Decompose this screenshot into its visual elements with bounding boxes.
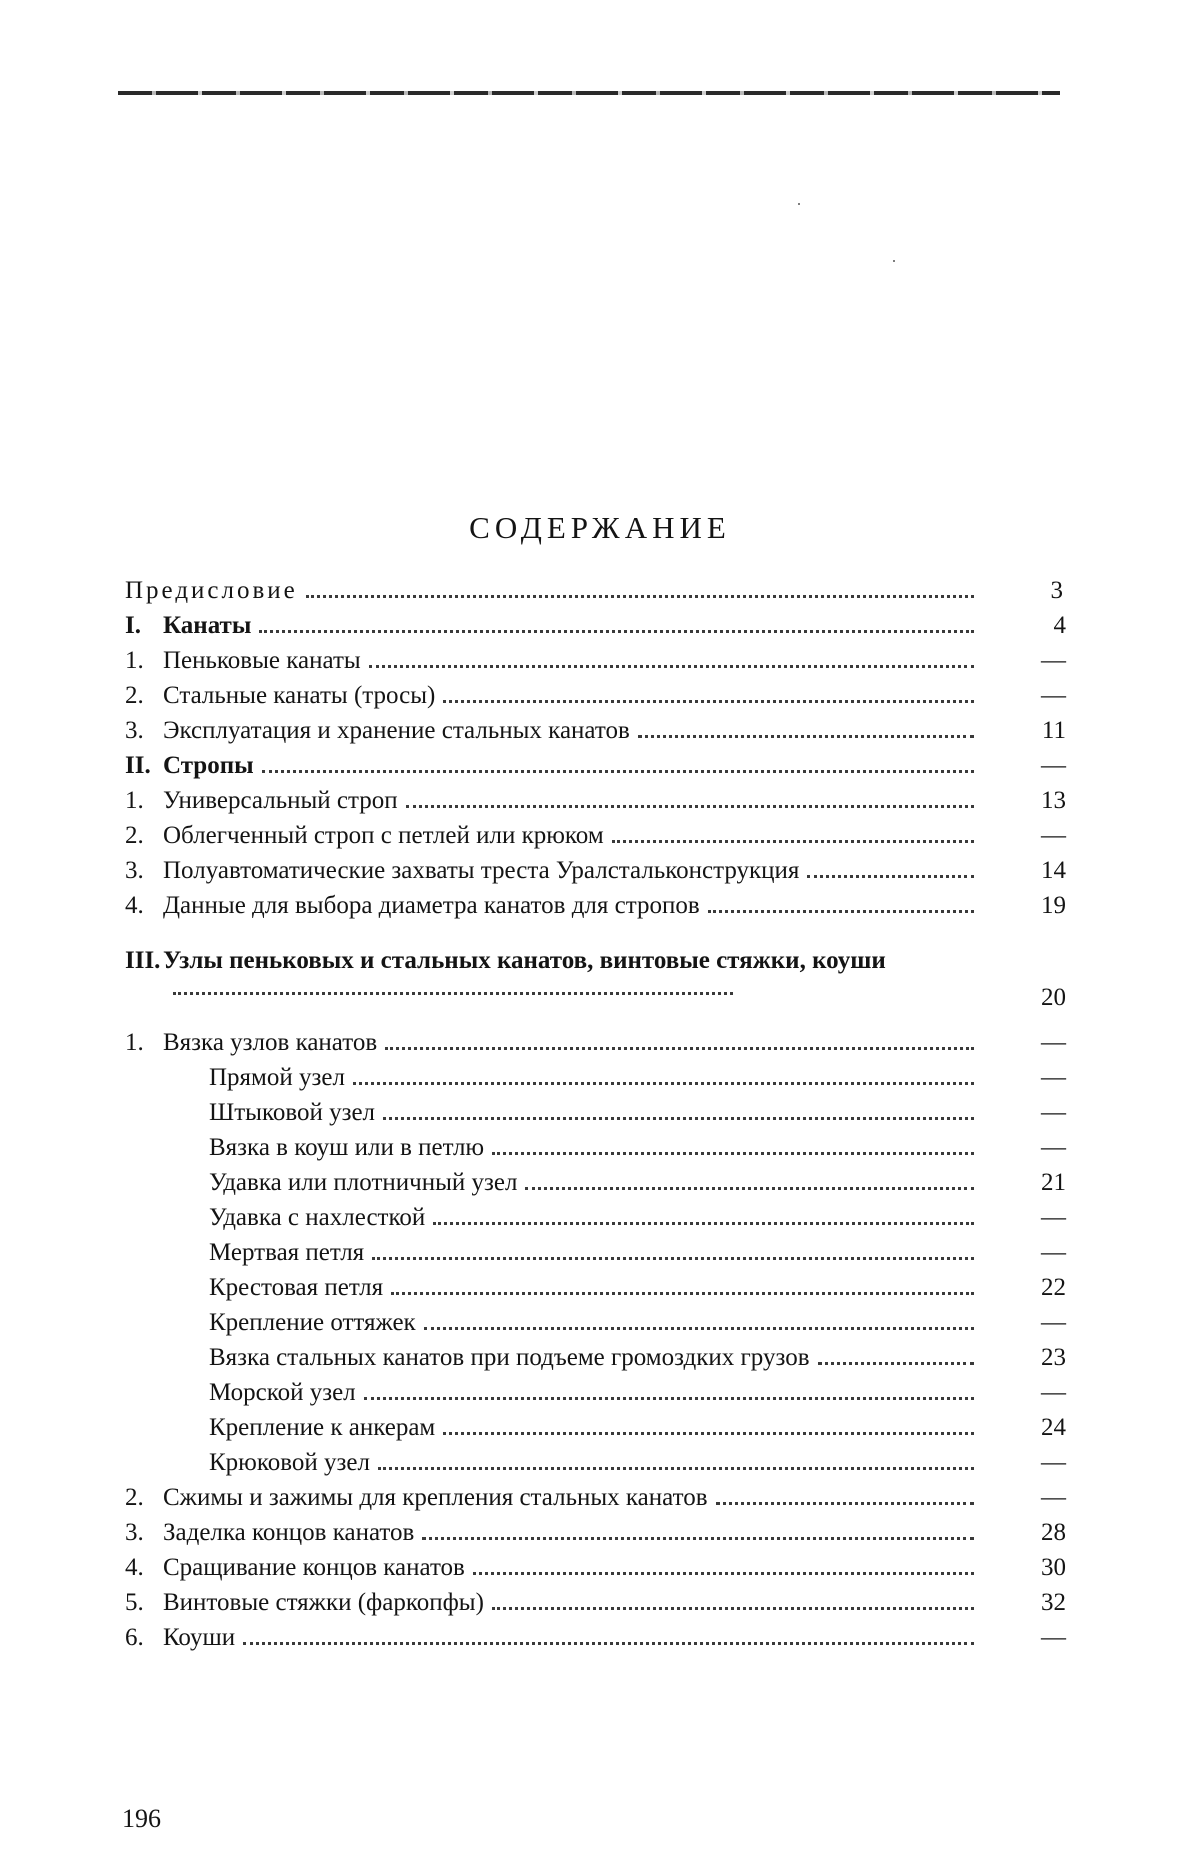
toc-entry-label: Винтовые стяжки (фаркопфы) (163, 1589, 484, 1616)
dot-leader (708, 910, 974, 913)
toc-page-number: — (1041, 1379, 1066, 1406)
toc-entry-label: Коуши (163, 1624, 236, 1651)
toc-part-entry (125, 944, 1070, 1014)
toc-entry (125, 852, 1070, 887)
toc-entry-label: Канаты (163, 612, 252, 639)
dot-leader (259, 630, 974, 633)
toc-page-number: 23 (1041, 1344, 1066, 1371)
toc-entry (125, 642, 1070, 677)
toc-page-number: — (1041, 1134, 1066, 1161)
toc-page-number: — (1041, 822, 1066, 849)
toc-subentry (125, 1129, 1070, 1164)
toc-entry-label: Крепление оттяжек (209, 1309, 416, 1336)
dot-leader (716, 1502, 975, 1505)
toc-page-number: 20 (1041, 984, 1066, 1011)
toc-entry (125, 782, 1070, 817)
toc-entry-label: Прямой узел (209, 1064, 345, 1091)
toc-entry-label: Мертвая петля (209, 1239, 365, 1266)
toc-page-number: 3 (1050, 577, 1066, 604)
toc-page-number: 32 (1041, 1589, 1066, 1616)
dot-leader (612, 840, 974, 843)
toc-entry (125, 712, 1070, 747)
toc-subentry (125, 1409, 1070, 1444)
dot-leader (383, 1117, 974, 1120)
top-rule (118, 91, 1060, 95)
dot-leader (525, 1187, 974, 1190)
toc-entry-number: 3. (125, 1519, 144, 1546)
toc-entry-number: 4. (125, 1554, 144, 1581)
toc-entry-label: Сжимы и зажимы для крепления стальных канатов (163, 1484, 708, 1511)
toc-entry-label: Штыковой узел (209, 1099, 376, 1126)
toc-page-number: 4 (1053, 612, 1066, 639)
toc-entry (125, 887, 1070, 922)
dot-leader (173, 992, 733, 995)
dot-leader (378, 1467, 974, 1470)
dot-leader (364, 1397, 974, 1400)
toc-page-number: 21 (1041, 1169, 1066, 1196)
toc-part-entry (125, 747, 1070, 782)
dot-leader (306, 595, 974, 598)
dot-leader (243, 1642, 974, 1645)
toc-entry-label: Эксплуатация и хранение стальных канатов (163, 717, 630, 744)
toc-subentry (125, 1374, 1070, 1409)
toc-page-number: — (1041, 1309, 1066, 1336)
toc-entry-label: Полуавтоматические захваты треста Уралстальконструкция (163, 857, 800, 884)
toc-entry-label: Универсальный строп (163, 787, 398, 814)
dot-leader (638, 735, 974, 738)
toc-entry-label: Узлы пеньковых и стальных канатов, винтовые стяжки, коуши (163, 944, 980, 1010)
toc-page-number: 22 (1041, 1274, 1066, 1301)
dot-leader (807, 875, 974, 878)
dot-leader (492, 1607, 974, 1610)
toc-page-number: — (1041, 1204, 1066, 1231)
dot-leader (406, 805, 974, 808)
dot-leader (385, 1047, 974, 1050)
toc-page-number: — (1041, 1624, 1066, 1651)
toc-entry (125, 817, 1070, 852)
toc-page-number: 13 (1041, 787, 1066, 814)
toc-entry-label: Облегченный строп с петлей или крюком (163, 822, 604, 849)
dot-leader (424, 1327, 974, 1330)
toc-entry-label: Удавка или плотничный узел (209, 1169, 518, 1196)
dot-leader (443, 700, 974, 703)
dot-leader (353, 1082, 974, 1085)
toc-entry-label: Сращивание концов канатов (163, 1554, 465, 1581)
toc-entry (125, 1619, 1070, 1654)
toc-entry-label: Пеньковые канаты (163, 647, 361, 674)
toc-page-number: 30 (1041, 1554, 1066, 1581)
toc-entry (125, 1479, 1070, 1514)
toc-heading: СОДЕРЖАНИЕ (469, 510, 731, 545)
toc-page-number: 19 (1041, 892, 1066, 919)
toc-entry-label: Удавка с нахлесткой (209, 1204, 426, 1231)
toc-page-number: 14 (1041, 857, 1066, 884)
toc-subentry (125, 1164, 1070, 1199)
toc-entry (125, 1584, 1070, 1619)
toc-page-number: — (1041, 682, 1066, 709)
toc-entry-number: 1. (125, 787, 144, 814)
toc-entry-number: I. (125, 612, 141, 639)
toc-page-number: — (1041, 647, 1066, 674)
toc-entry-label: Крепление к анкерам (209, 1414, 436, 1441)
toc-entry-number: 2. (125, 822, 144, 849)
table-of-contents (125, 572, 1070, 1654)
toc-entry-label: Стропы (163, 752, 254, 779)
toc-entry-number: 2. (125, 682, 144, 709)
dot-leader (369, 665, 974, 668)
toc-entry-number: 4. (125, 892, 144, 919)
dot-leader (473, 1572, 974, 1575)
dot-leader (391, 1292, 974, 1295)
toc-entry-label: Крюковой узел (209, 1449, 370, 1476)
toc-entry-number: 5. (125, 1589, 144, 1616)
print-speck (798, 203, 800, 205)
toc-page-number: — (1041, 1484, 1066, 1511)
dot-leader (372, 1257, 974, 1260)
dot-leader (422, 1537, 974, 1540)
toc-entry (125, 1024, 1070, 1059)
toc-subentry (125, 1304, 1070, 1339)
toc-entry (125, 1549, 1070, 1584)
toc-entry-number: II. (125, 752, 151, 779)
toc-subentry (125, 1269, 1070, 1304)
dot-leader (443, 1432, 974, 1435)
toc-entry-number: 2. (125, 1484, 144, 1511)
toc-entry-label: Стальные канаты (тросы) (163, 682, 436, 709)
toc-subentry (125, 1094, 1070, 1129)
toc-entry-number: 3. (125, 857, 144, 884)
toc-subentry (125, 1059, 1070, 1094)
toc-subentry (125, 1339, 1070, 1374)
toc-entry-number: 6. (125, 1624, 144, 1651)
toc-page-number: — (1041, 1239, 1066, 1266)
toc-page-number: — (1041, 1099, 1066, 1126)
toc-page-number: 28 (1041, 1519, 1066, 1546)
toc-subentry (125, 1199, 1070, 1234)
toc-subentry (125, 1234, 1070, 1269)
toc-entry (125, 572, 1070, 607)
toc-entry (125, 1514, 1070, 1549)
toc-entry-number: 3. (125, 717, 144, 744)
toc-entry-number: 1. (125, 1029, 144, 1056)
toc-page-number: — (1041, 1449, 1066, 1476)
toc-entry-label: Крестовая петля (209, 1274, 384, 1301)
toc-entry (125, 677, 1070, 712)
toc-entry-label: Заделка концов канатов (163, 1519, 415, 1546)
toc-entry-label: Предисловие (125, 577, 298, 604)
page-number: 196 (122, 1804, 161, 1833)
toc-entry-label: Вязка узлов канатов (163, 1029, 378, 1056)
toc-entry-number: 1. (125, 647, 144, 674)
toc-page-number: — (1041, 1064, 1066, 1091)
toc-page-number: — (1041, 1029, 1066, 1056)
toc-entry-number: III. (125, 947, 161, 974)
dot-leader (262, 770, 974, 773)
print-speck (893, 260, 895, 262)
toc-entry-label: Вязка стальных канатов при подъеме громоздких грузов (209, 1344, 810, 1371)
toc-subentry (125, 1444, 1070, 1479)
toc-entry-label: Вязка в коуш или в петлю (209, 1134, 485, 1161)
toc-page-number: 24 (1041, 1414, 1066, 1441)
dot-leader (433, 1222, 974, 1225)
dot-leader (492, 1152, 974, 1155)
toc-entry-label: Морской узел (209, 1379, 356, 1406)
toc-part-entry (125, 607, 1070, 642)
dot-leader (818, 1362, 974, 1365)
toc-page-number: — (1041, 752, 1066, 779)
toc-page-number: 11 (1041, 717, 1066, 744)
toc-entry-label: Данные для выбора диаметра канатов для стропов (163, 892, 700, 919)
